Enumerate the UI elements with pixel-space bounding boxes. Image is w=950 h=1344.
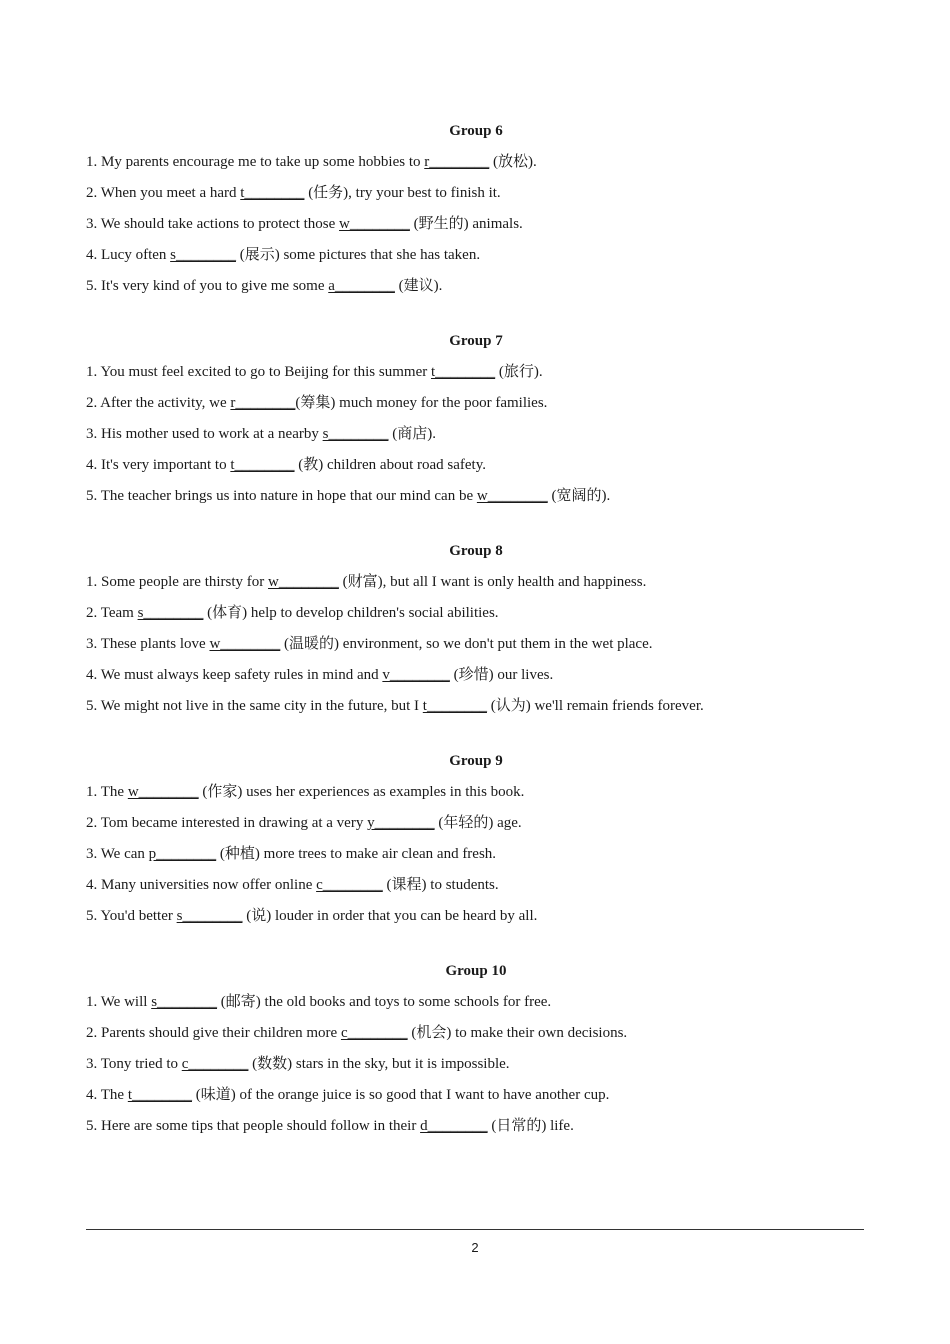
answer-blank: s________ [322,426,389,442]
answer-blank: w________ [268,574,339,590]
question-hint: (体育) help to develop children's social abilities. [203,605,499,621]
question-text: 3. These plants love [86,636,210,652]
answer-blank: c________ [316,877,383,893]
page-number: 2 [471,1240,479,1255]
question-item [86,271,866,302]
question-text: 5. The teacher brings us into nature in hope that our mind can be [86,488,477,504]
question-text: 4. We must always keep safety rules in mind and [86,667,383,683]
answer-blank: w________ [339,216,410,232]
question-hint: (味道) of the orange juice is so good that I want to have another cup. [191,1087,610,1103]
question-hint: (作家) uses her experiences as examples in this book. [198,784,525,800]
question-text: 3. We can [86,846,149,862]
question-text: 2. Team [86,605,138,621]
exercise-group [86,116,866,302]
question-item [86,987,866,1018]
question-text: 3. His mother used to work at a nearby [86,426,323,442]
question-item [86,660,866,691]
question-item [86,178,866,209]
question-hint: (展示) some pictures that she has taken. [235,247,481,263]
question-text: 1. You must feel excited to go to Beijing for this summer [86,364,431,380]
answer-blank: s________ [151,994,218,1010]
question-hint: (建议). [394,278,443,294]
answer-blank: c________ [181,1056,249,1072]
question-text: 5. We might not live in the same city in the future, but I [86,698,423,714]
question-hint: (宽阔的). [547,488,611,504]
question-item [86,567,866,598]
answer-blank: c________ [340,1025,408,1041]
question-item [86,691,866,722]
question-hint: (野生的) animals. [409,216,523,232]
answer-blank: s________ [137,605,204,621]
answer-blank: t________ [422,698,487,714]
group-title: Group 9 [449,753,503,769]
exercise-content [86,116,866,1166]
exercise-group [86,956,866,1142]
question-text: 2. After the activity, we [86,395,231,411]
exercise-group [86,326,866,512]
answer-blank: s________ [170,247,236,263]
question-hint: (商店). [388,426,436,442]
question-text: 1. The [86,784,128,800]
question-text: 5. Here are some tips that people should follow in their [86,1118,421,1134]
question-text: 3. We should take actions to protect those [86,216,340,232]
answer-blank: r________ [230,395,296,411]
question-text: 5. You'd better [86,908,177,924]
question-item [86,209,866,240]
question-text: 1. My parents encourage me to take up some hobbies to [86,154,425,170]
answer-blank: p________ [148,846,217,862]
question-item [86,1080,866,1111]
question-text: 4. The [86,1087,128,1103]
question-text: 4. Many universities now offer online [86,877,317,893]
question-hint: (任务), try your best to finish it. [304,185,501,201]
question-hint: (年轻的) age. [434,815,522,831]
group-title: Group 10 [445,963,507,979]
answer-blank: t________ [240,185,305,201]
question-item [86,147,866,178]
answer-blank: d________ [420,1118,488,1134]
question-item [86,240,866,271]
question-item [86,777,866,808]
question-hint: (放松). [489,154,537,170]
question-hint: (日常的) life. [487,1118,574,1134]
answer-blank: v________ [382,667,450,683]
question-text: 2. Parents should give their children more [86,1025,341,1041]
question-hint: (说) louder in order that you can be heard by all. [242,908,538,924]
answer-blank: a________ [328,278,395,294]
question-text: 4. Lucy often [86,247,171,263]
question-item [86,1111,866,1142]
group-title: Group 7 [449,333,503,349]
exercise-group [86,746,866,932]
footer-divider [86,1229,864,1230]
question-hint: (旅行). [495,364,543,380]
answer-blank: w________ [127,784,199,800]
question-hint: (筹集) much money for the poor families. [295,395,548,411]
question-item [86,808,866,839]
answer-blank: t________ [127,1087,192,1103]
question-text: 5. It's very kind of you to give me some [86,278,329,294]
question-item [86,357,866,388]
question-hint: (课程) to students. [382,877,499,893]
question-hint: (财富), but all I want is only health and happiness. [338,574,647,590]
question-item [86,388,866,419]
question-text: 4. It's very important to [86,457,231,473]
question-item [86,1049,866,1080]
question-hint: (机会) to make their own decisions. [407,1025,628,1041]
question-item [86,1018,866,1049]
question-hint: (种植) more trees to make air clean and fresh. [216,846,497,862]
question-item [86,419,866,450]
answer-blank: w________ [476,488,548,504]
question-text: 2. When you meet a hard [86,185,241,201]
question-text: 3. Tony tried to [86,1056,182,1072]
question-text: 2. Tom became interested in drawing at a very [86,815,368,831]
answer-blank: r________ [424,154,490,170]
question-hint: (温暖的) environment, so we don't put them in the wet place. [280,636,653,652]
answer-blank: t________ [230,457,295,473]
question-hint: (数数) stars in the sky, but it is impossible. [248,1056,510,1072]
group-title: Group 6 [449,123,503,139]
question-text: 1. We will [86,994,152,1010]
question-hint: (邮寄) the old books and toys to some schools for free. [217,994,552,1010]
answer-blank: t________ [430,364,496,380]
question-hint: (认为) we'll remain friends forever. [486,698,704,714]
question-item [86,598,866,629]
question-item [86,481,866,512]
question-item [86,629,866,660]
answer-blank: s________ [176,908,243,924]
question-item [86,901,866,932]
answer-blank: w________ [209,636,281,652]
group-title: Group 8 [449,543,503,559]
question-hint: (教) children about road safety. [294,457,486,473]
answer-blank: y________ [367,815,435,831]
question-hint: (珍惜) our lives. [449,667,554,683]
question-item [86,839,866,870]
question-item [86,870,866,901]
question-text: 1. Some people are thirsty for [86,574,269,590]
question-item [86,450,866,481]
exercise-group [86,536,866,722]
